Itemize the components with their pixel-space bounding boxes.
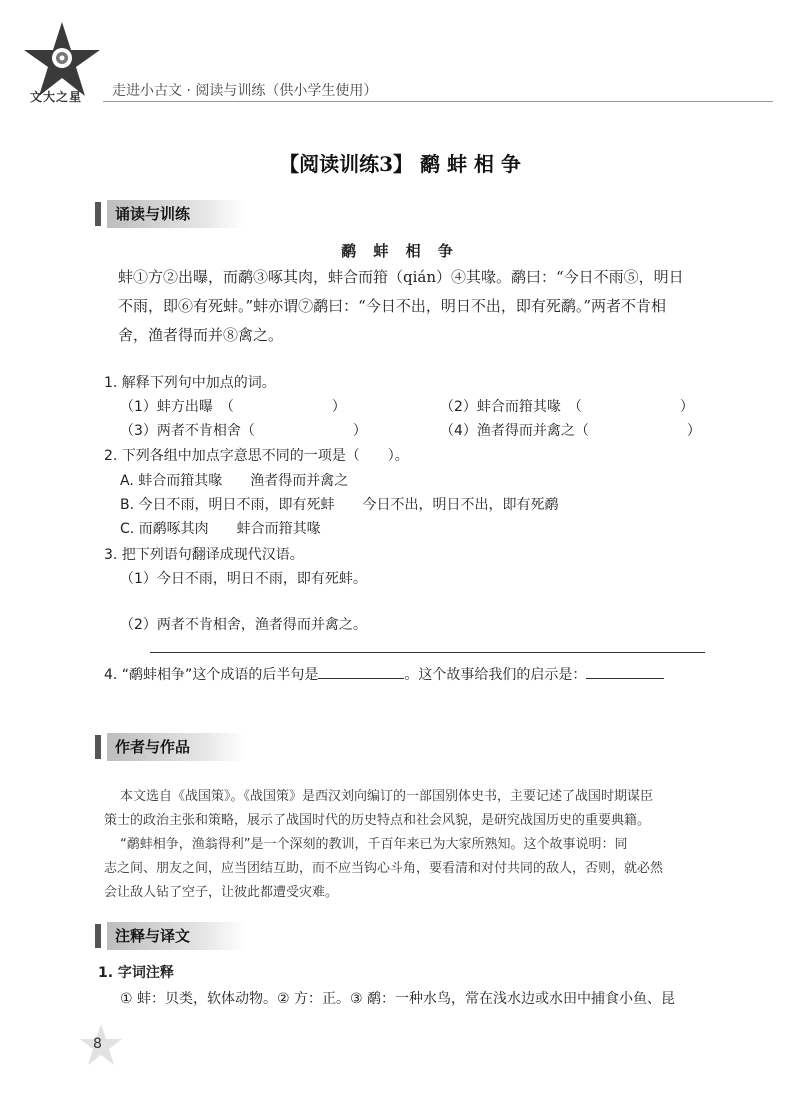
section-marker (95, 202, 101, 226)
question-1-item: （4）渔者得而并禽之（ ） (440, 423, 701, 439)
question-4-suffix: 。这个故事给我们的启示是： (404, 667, 587, 683)
series-title: 走进小古文 · 阅读与训练（供小学生使用） (112, 83, 378, 99)
brand-name: 文大之星 (30, 90, 83, 104)
poem-line: 蚌①方②出曝，而鹬③啄其肉，蚌合而箝（qián）④其喙。鹬曰：“今日不雨⑤，明日 (118, 268, 684, 286)
question-1-item: （1）蚌方出曝 （ ） (120, 399, 346, 415)
question-3: 3. 把下列语句翻译成现代汉语。 (104, 547, 304, 563)
author-paragraph-line: 策士的政治主张和策略，展示了战国时代的历史特点和社会风貌，是研究战国历史的重要典籍。 (104, 813, 651, 828)
section-marker (95, 735, 101, 759)
author-paragraph-line: 会让敌人钻了空子，让彼此都遭受灾难。 (104, 885, 339, 900)
page-title: 【阅读训练3】 鹬 蚌 相 争 (279, 152, 521, 176)
question-3-item: （2）两者不肯相舍，渔者得而并禽之。 (120, 617, 367, 633)
question-2: 2. 下列各组中加点字意思不同的一项是（ ）。 (104, 448, 409, 464)
author-paragraph-line: 志之间、朋友之间，应当团结互助，而不应当钩心斗角，要看清和对付共同的敌人，否则，就必然 (104, 861, 664, 876)
section-label: 诵读与训练 (107, 200, 245, 228)
answer-blank[interactable] (318, 678, 404, 679)
question-2-option-a: A. 蚌合而箝其喙 渔者得而并禽之 (120, 473, 349, 489)
question-2-option-b: B. 今日不雨，明日不雨，即有死蚌 今日不出，明日不出，即有死鹬 (120, 497, 559, 513)
section-header-reading (95, 200, 255, 228)
question-3-item: （1）今日不雨，明日不雨，即有死蚌。 (120, 571, 367, 587)
section-marker (95, 924, 101, 948)
answer-line (150, 652, 705, 653)
poem-title: 鹬 蚌 相 争 (341, 242, 459, 260)
question-2-option-c: C. 而鹬啄其肉 蚌合而箝其喙 (120, 521, 321, 537)
notes-line: ① 蚌：贝类，软体动物。② 方：正。③ 鹬：一种水鸟，常在浅水边或水田中捕食小鱼、昆 (120, 991, 676, 1007)
header-divider (103, 101, 773, 102)
section-header-author (95, 733, 255, 761)
answer-blank[interactable] (586, 678, 664, 679)
notes-heading: 1. 字词注释 (98, 965, 174, 981)
page-number: 8 (93, 1036, 102, 1052)
question-4-prefix: 4. “鹬蚌相争”这个成语的后半句是 (104, 667, 319, 683)
poem-line: 舍，渔者得而并⑧禽之。 (118, 326, 284, 344)
question-1-item: （2）蚌合而箝其喙 （ ） (440, 399, 694, 415)
question-4 (104, 664, 664, 684)
author-paragraph-line: 本文选自《战国策》。《战国策》是西汉刘向编订的一部国别体史书，主要记述了战国时期谋臣 (120, 789, 654, 804)
section-label: 注释与译文 (107, 922, 245, 950)
section-header-notes (95, 922, 255, 950)
question-1: 1. 解释下列句中加点的词。 (104, 375, 276, 391)
poem-line: 不雨，即⑥有死蚌。”蚌亦谓⑦鹬曰：“今日不出，明日不出，即有死鹬。”两者不肯相 (118, 297, 667, 315)
author-paragraph-line: “鹬蚌相争，渔翁得利”是一个深刻的教训，千百年来已为大家所熟知。这个故事说明：同 (120, 837, 628, 852)
section-label: 作者与作品 (107, 733, 245, 761)
question-1-item: （3）两者不肯相舍（ ） (120, 423, 367, 439)
